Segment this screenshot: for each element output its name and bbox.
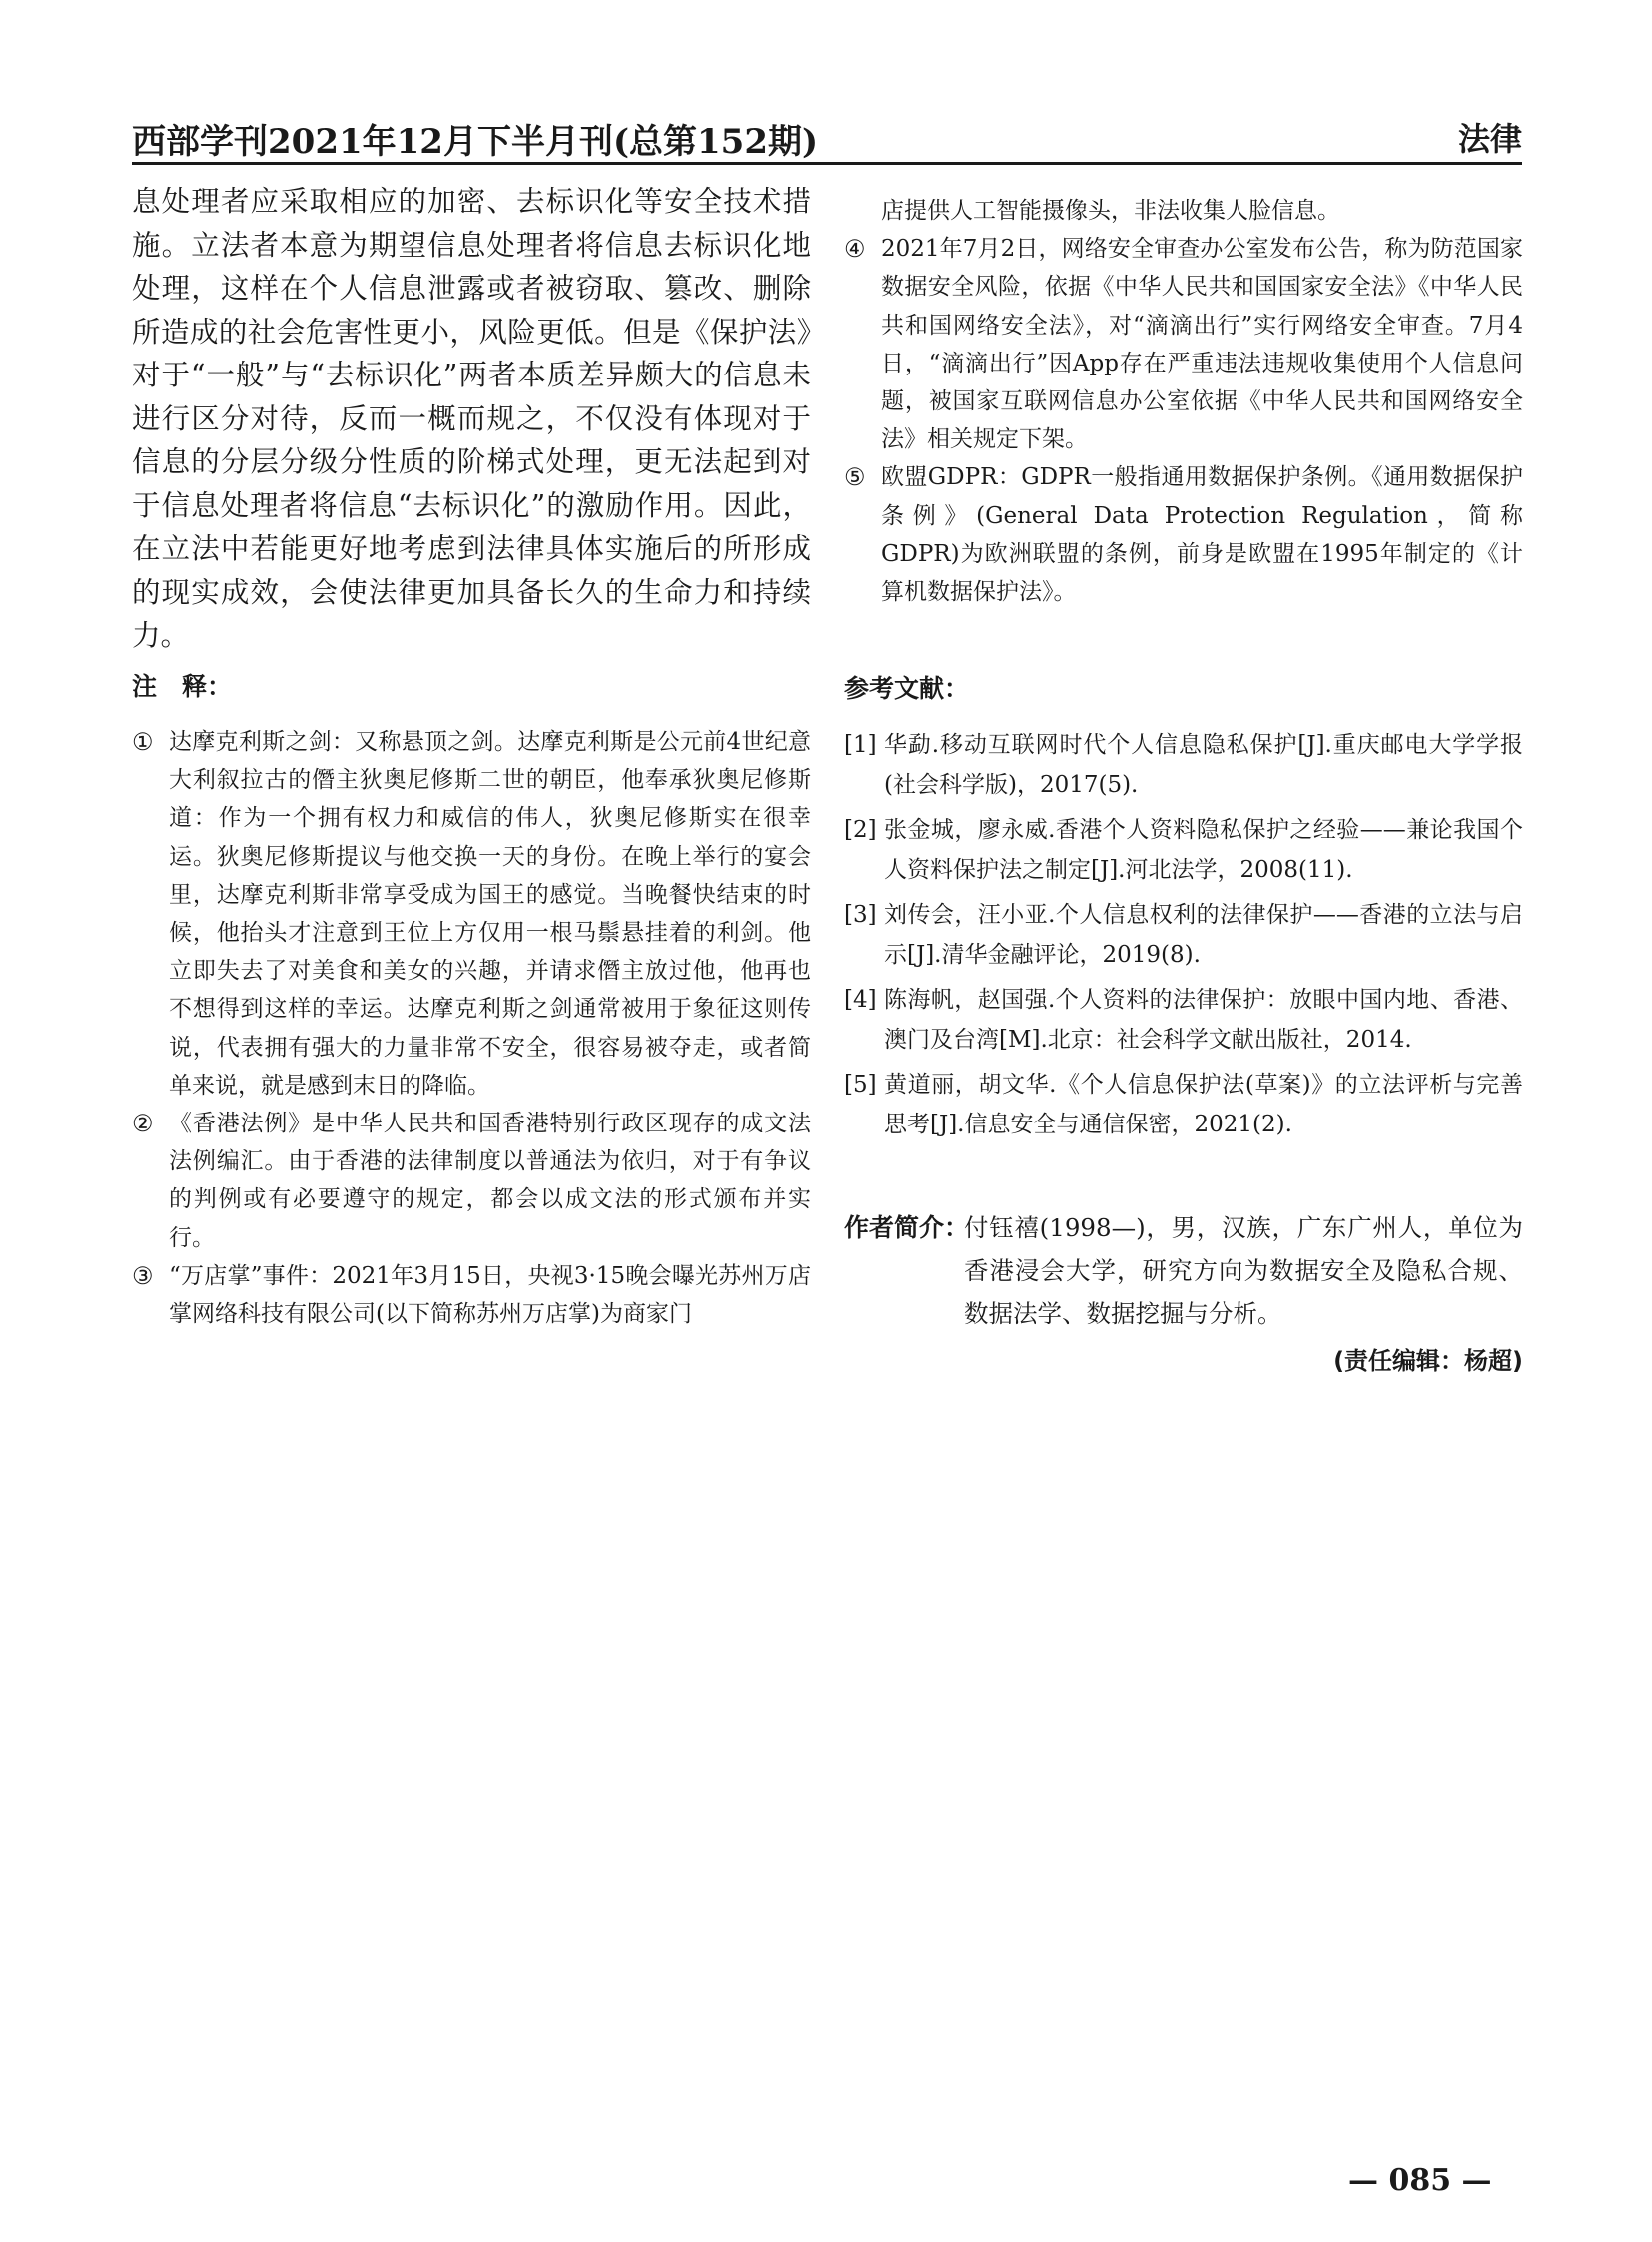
reference-marker: [4] <box>844 987 877 1014</box>
note-text: 达摩克利斯之剑：又称悬顶之剑。达摩克利斯是公元前4世纪意大利叙拉古的僭主狄奥尼修斯二世的朝臣，他奉承狄奥尼修斯道：作为一个拥有权力和威信的伟人，狄奥尼修斯实在很幸运。狄奥尼修斯提议与他交换一天的身份。在晚上举行的宴会里，达摩克利斯非常享受成为国王的感觉。当晚餐快结束的时候，他抬头才注意到王位上方仅用一根马鬃悬挂着的利剑。他立即失去了对美食和美女的兴趣，并请求僭主放过他，他再也不想得到这样的幸运。达摩克利斯之剑通常被用于象征这则传说，代表拥有强大的力量非常不安全，很容易被夺走，或者简单来说，就是感到末日的降临。 <box>169 729 811 1099</box>
note-text: 店提供人工智能摄像头，非法收集人脸信息。 <box>881 198 1340 224</box>
reference-marker: [2] <box>844 817 877 844</box>
reference-text: 华勐.移动互联网时代个人信息隐私保护[J].重庆邮电大学学报(社会科学版)，2017(5). <box>884 732 1523 799</box>
reference-text: 黄道丽，胡文华.《个人信息保护法(草案)》的立法评析与完善思考[J].信息安全与通信保密，2021(2). <box>884 1072 1523 1138</box>
reference-item <box>844 725 1523 805</box>
section-name: 法律 <box>1457 120 1522 158</box>
note-text: 欧盟GDPR：GDPR一般指通用数据保护条例。《通用数据保护条例》(General Data Protection Regulation，简称GDPR)为欧洲联盟的条例，前身是欧盟在1995年制定的《计算机数据保护法》。 <box>881 464 1523 606</box>
note-item <box>844 230 1523 458</box>
note-marker: ④ <box>844 235 866 264</box>
reference-text: 张金城，廖永威.香港个人资料隐私保护之经验——兼论我国个人资料保护法之制定[J].河北法学，2008(11). <box>884 817 1523 884</box>
reference-text: 陈海帆，赵国强.个人资料的法律保护：放眼中国内地、香港、澳门及台湾[M].北京：社会科学文献出版社，2014. <box>884 987 1523 1054</box>
page-header <box>132 110 1522 165</box>
page-number: — 085 — <box>1348 2163 1492 2198</box>
body-paragraph: 息处理者应采取相应的加密、去标识化等安全技术措施。立法者本意为期望信息处理者将信息去标识化地处理，这样在个人信息泄露或者被窃取、篡改、删除所造成的社会危害性更小，风险更低。但是《保护法》对于“一般”与“去标识化”两者本质差异颇大的信息未进行区分对待，反而一概而规之，不仅没有体现对于信息的分层分级分性质的阶梯式处理，更无法起到对于信息处理者将信息“去标识化”的激励作用。因此，在立法中若能更好地考虑到法律具体实施后的所形成的现实成效，会使法律更加具备长久的生命力和持续力。 <box>132 185 811 652</box>
references-section <box>844 669 1523 1144</box>
author-bio-text: 付钰禧(1998—)，男，汉族，广东广州人，单位为香港浸会大学，研究方向为数据安全及隐私合规、数据法学、数据挖掘与分析。 <box>964 1213 1523 1329</box>
reference-marker: [5] <box>844 1072 877 1099</box>
reference-text: 刘传会，汪小亚.个人信息权利的法律保护——香港的立法与启示[J].清华金融评论，2019(8). <box>884 902 1523 969</box>
author-bio-label: 作者简介： <box>844 1213 970 1243</box>
note-marker: ⑤ <box>844 463 866 492</box>
note-marker: ② <box>132 1110 154 1138</box>
references-heading: 参考文献： <box>844 674 970 704</box>
note-text: 《香港法例》是中华人民共和国香港特别行政区现存的成文法法例编汇。由于香港的法律制度以普通法为依归，对于有争议的判例或有必要遵守的规定，都会以成文法的形式颁布并实行。 <box>169 1111 811 1251</box>
reference-marker: [1] <box>844 732 877 759</box>
reference-item <box>844 895 1523 975</box>
reference-marker: [3] <box>844 902 877 929</box>
responsible-editor: (责任编辑：杨超) <box>1333 1347 1523 1376</box>
note-marker: ① <box>132 728 154 756</box>
note-item <box>132 723 811 1105</box>
note-item <box>132 1105 811 1257</box>
reference-item <box>844 810 1523 890</box>
right-column <box>844 192 1523 1376</box>
note-item <box>132 1257 811 1333</box>
note-marker: ③ <box>132 1261 154 1290</box>
reference-item <box>844 1065 1523 1144</box>
note-text: “万店掌”事件：2021年3月15日，央视3·15晚会曝光苏州万店掌网络科技有限公司(以下简称苏州万店掌)为商家门 <box>169 1262 811 1328</box>
note-text: 2021年7月2日，网络安全审查办公室发布公告，称为防范国家数据安全风险，依据《中华人民共和国国家安全法》《中华人民共和国网络安全法》，对“滴滴出行”实行网络安全审查。7月4日，“滴滴出行”因App存在严重违法违规收集使用个人信息问题，被国家互联网信息办公室依据《中华人民共和国网络安全法》相关规定下架。 <box>881 236 1523 453</box>
notes-column-left <box>132 667 811 1333</box>
notes-heading: 注 释： <box>132 672 233 701</box>
author-bio <box>844 1206 1523 1335</box>
journal-masthead: 西部学刊2021年12月下半月刊(总第152期) <box>132 122 819 162</box>
note-item-continued <box>844 192 1523 230</box>
note-item <box>844 458 1523 611</box>
reference-item <box>844 980 1523 1060</box>
